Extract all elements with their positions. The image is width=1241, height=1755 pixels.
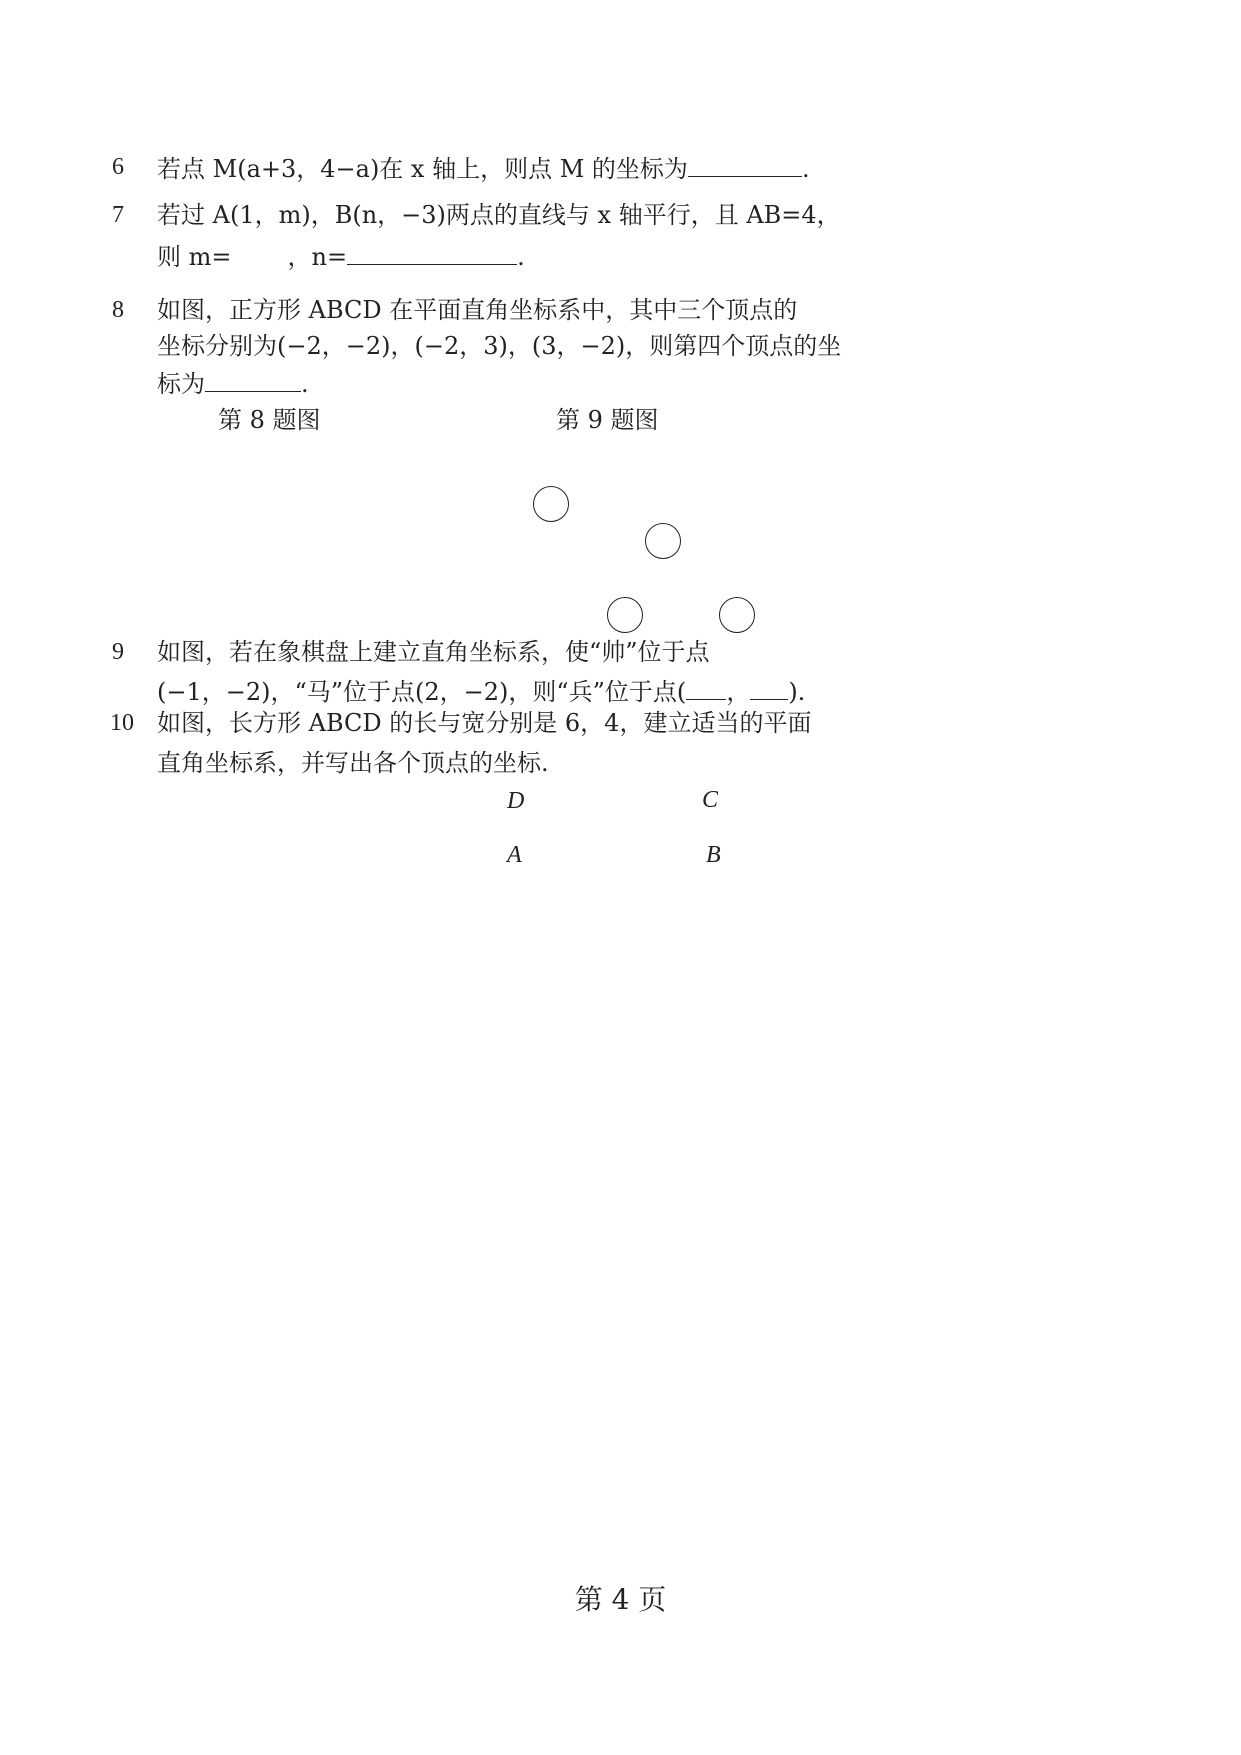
figure-8-caption: 第 8 题图 (218, 406, 321, 434)
question-text-line: 若点 M(a+3，4−a)在 x 轴上，则点 M 的坐标为 . (157, 152, 810, 184)
question-number: 8 (112, 297, 124, 323)
question-text-line: (−1，−2)，“马”位于点(2，−2)，则“兵”位于点( ， ). (157, 675, 805, 707)
question-text-line: 坐标分别为(−2，−2)，(−2，3)，(3，−2)，则第四个顶点的坐 (157, 332, 842, 360)
question-number: 6 (112, 154, 124, 180)
figure-9-caption: 第 9 题图 (556, 406, 659, 434)
answer-blank-y[interactable] (750, 675, 788, 700)
answer-blank[interactable] (688, 152, 802, 177)
answer-blank-x[interactable] (686, 675, 726, 700)
question-number: 7 (112, 202, 124, 228)
chess-piece-circle (607, 597, 643, 633)
question-text-line: 如图，长方形 ABCD 的长与宽分别是 6，4，建立适当的平面 (157, 709, 812, 737)
chess-piece-circle (533, 486, 569, 522)
question-text-line: 若过 A(1，m)，B(n，−3)两点的直线与 x 轴平行，且 AB=4， (157, 201, 841, 229)
answer-blank-m[interactable] (232, 240, 288, 265)
vertex-label-c: C (702, 787, 719, 813)
question-number: 10 (110, 710, 134, 736)
answer-blank[interactable] (205, 367, 301, 392)
vertex-label-d: D (507, 788, 525, 814)
question-number: 9 (112, 639, 124, 665)
vertex-label-a: A (507, 842, 522, 868)
question-text-line: 则 m= ，n= . (157, 240, 525, 272)
question-text-line: 如图，若在象棋盘上建立直角坐标系，使“帅”位于点 (157, 638, 710, 666)
answer-blank-n[interactable] (347, 240, 517, 265)
question-text-line: 直角坐标系，并写出各个顶点的坐标. (157, 749, 549, 777)
chess-piece-circle (645, 523, 681, 559)
vertex-label-b: B (706, 842, 721, 868)
page-footer: 第 4 页 (574, 1583, 667, 1616)
chess-piece-circle (719, 597, 755, 633)
question-text-line: 标为 . (157, 367, 309, 399)
question-text-line: 如图，正方形 ABCD 在平面直角坐标系中，其中三个顶点的 (157, 296, 798, 324)
